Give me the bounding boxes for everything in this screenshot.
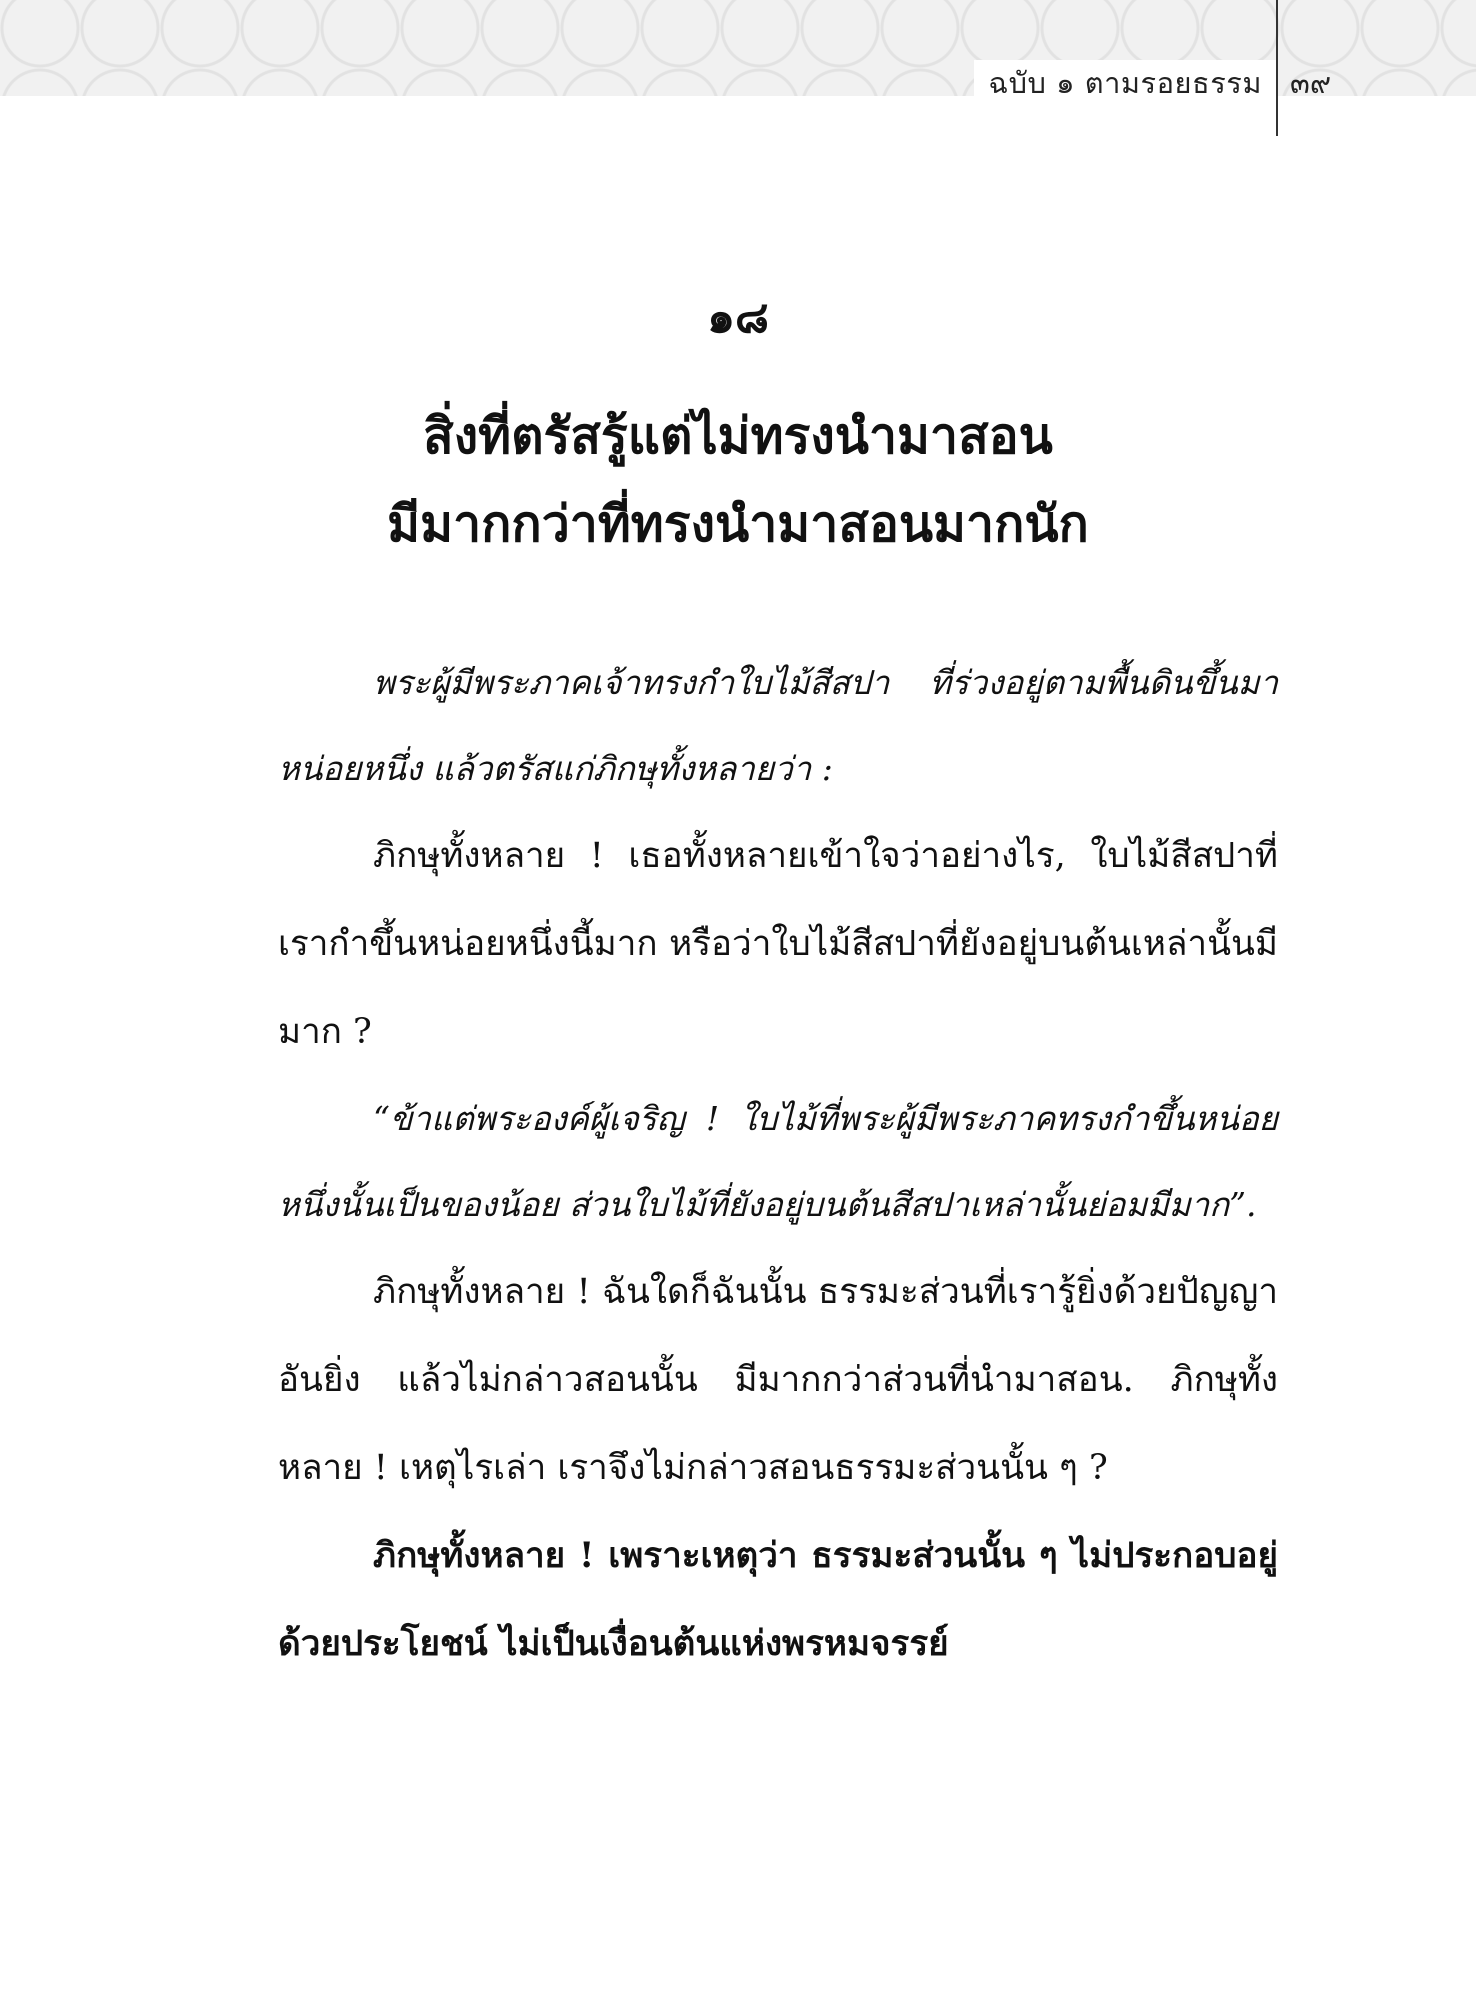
paragraph-monks-reply: “ข้าแต่พระองค์ผู้เจริญ ! ใบไม้ที่พระผู้มีพระภาคทรงกำขึ้นหน่อยหนึ่งนั้นเป็นของน้อย ส่วนใบไม้ที่ยังอยู่บนต้นสีสปาเหล่านั้นย่อมมีมาก”.	[278, 1099, 1278, 1224]
page-number: ๓๙	[1290, 66, 1332, 100]
header-divider	[1276, 0, 1278, 136]
chapter-title-line-2: มีมากกว่าที่ทรงนำมาสอนมากนัก	[387, 494, 1089, 553]
chapter-number: ๑๘	[707, 292, 769, 343]
body-text	[278, 640, 1278, 1688]
running-head: ฉบับ ๑ ตามรอยธรรม	[974, 60, 1276, 106]
chapter-title-line-1: สิ่งที่ตรัสรู้แต่ไม่ทรงนำมาสอน	[423, 406, 1053, 465]
paragraph-buddha-question: ภิกษุทั้งหลาย ! เธอทั้งหลายเข้าใจว่าอย่างไร, ใบไม้สีสปาที่เรากำขึ้นหน่อยหนึ่งนี้มาก หรือว่าใบไม้สีสปาที่ยังอยู่บนต้นเหล่านั้นมีมาก ?	[278, 836, 1278, 1052]
paragraph-teaching: ภิกษุทั้งหลาย ! ฉันใดก็ฉันนั้น ธรรมะส่วนที่เรารู้ยิ่งด้วยปัญญาอันยิ่ง แล้วไม่กล่าวสอนนั้น มีมากกว่าส่วนที่นำมาสอน. ภิกษุทั้งหลาย ! เหตุไรเล่า เราจึงไม่กล่าวสอนธรรมะส่วนนั้น ๆ ?	[278, 1272, 1278, 1488]
chapter-title	[0, 392, 1476, 568]
paragraph-narration: พระผู้มีพระภาคเจ้าทรงกำใบไม้สีสปา ที่ร่วงอยู่ตามพื้นดินขึ้นมาหน่อยหนึ่ง แล้วตรัสแก่ภิกษุทั้งหลายว่า :	[278, 663, 1278, 788]
paragraph-reason: ภิกษุทั้งหลาย ! เพราะเหตุว่า ธรรมะส่วนนั้น ๆ ไม่ประกอบอยู่ด้วยประโยชน์ ไม่เป็นเงื่อนต้นแห่งพรหมจรรย์	[278, 1535, 1278, 1664]
